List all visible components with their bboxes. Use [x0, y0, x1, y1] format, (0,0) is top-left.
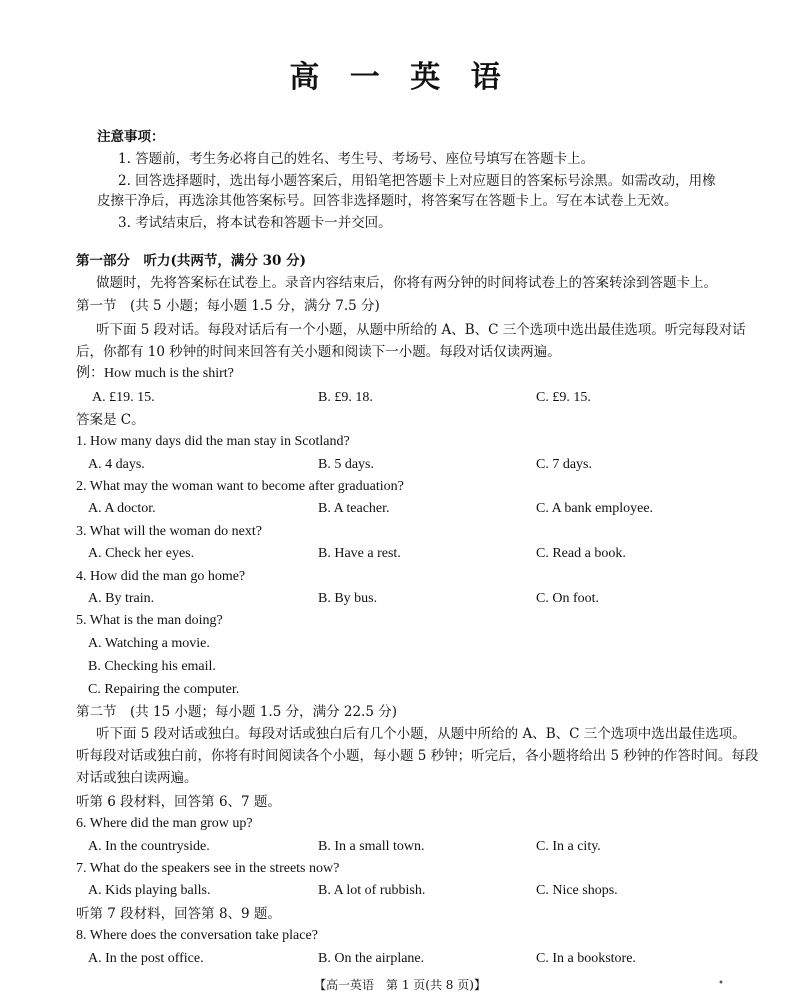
part1-heading: 第一部分 听力(共两节，满分 30 分) [76, 253, 306, 269]
notice-item-1: 1. 答题前，考生务必将自己的姓名、考生号、考场号、座位号填写在答题卡上。 [118, 151, 595, 167]
notice-item-2-line2: 皮擦干净后，再选涂其他答案标号。回答非选择题时，将答案写在答题卡上。写在本试卷上无效。 [97, 193, 678, 209]
example-option-c: C. £9. 15. [536, 390, 591, 405]
q2-option-c: C. A bank employee. [536, 501, 654, 516]
q5-option-b: B. Checking his email. [88, 659, 216, 674]
question-6: 6. Where did the man grow up? [76, 816, 253, 831]
q4-option-b: B. By bus. [318, 591, 378, 606]
example-answer: 答案是 C。 [76, 412, 145, 428]
q4-option-c: C. On foot. [536, 591, 599, 606]
q3-option-c: C. Read a book. [536, 546, 626, 561]
question-1: 1. How many days did the man stay in Scotland? [76, 434, 350, 449]
q7-option-b: B. A lot of rubbish. [318, 883, 426, 898]
q4-option-a: A. By train. [88, 591, 155, 606]
q5-option-a: A. Watching a movie. [88, 636, 210, 651]
material-6-heading: 听第 6 段材料，回答第 6、7 题。 [76, 794, 281, 810]
section1-instructions-line1: 听下面 5 段对话。每段对话后有一个小题，从题中所给的 A、B、C 三个选项中选出最佳选项。听完每段对话 [96, 322, 746, 338]
q7-option-c: C. Nice shops. [536, 883, 618, 898]
q1-option-a: A. 4 days. [88, 457, 145, 472]
q2-option-b: B. A teacher. [318, 501, 390, 516]
q1-option-c: C. 7 days. [536, 457, 592, 472]
question-7: 7. What do the speakers see in the streets now? [76, 861, 340, 876]
section1-heading: 第一节 (共 5 小题；每小题 1.5 分，满分 7.5 分) [76, 298, 380, 314]
q8-option-b: B. On the airplane. [318, 951, 425, 966]
q1-option-b: B. 5 days. [318, 457, 374, 472]
section2-heading: 第二节 (共 15 小题；每小题 1.5 分，满分 22.5 分) [76, 704, 397, 720]
notice-item-2-line1: 2. 回答选择题时，选出每小题答案后，用铅笔把答题卡上对应题目的答案标号涂黑。如需改动，用橡 [118, 173, 716, 189]
page-footer: 【高一英语 第 1 页(共 8 页)】 [314, 978, 486, 992]
section1-instructions-line2: 后，你都有 10 秒钟的时间来回答有关小题和阅读下一小题。每段对话仅读两遍。 [76, 344, 561, 360]
question-4: 4. How did the man go home? [76, 569, 246, 584]
q2-option-a: A. A doctor. [88, 501, 156, 516]
notice-heading: 注意事项： [97, 129, 165, 145]
example-question: 例：How much is the shirt? [76, 366, 234, 381]
question-8: 8. Where does the conversation take place? [76, 928, 318, 943]
q8-option-a: A. In the post office. [88, 951, 204, 966]
page-title: 高 一 英 语 [289, 60, 511, 95]
q6-option-b: B. In a small town. [318, 839, 425, 854]
section2-instructions-line1: 听下面 5 段对话或独白。每段对话或独白后有几个小题，从题中所给的 A、B、C 三个选项中选出最佳选项。 [96, 726, 746, 742]
question-5: 5. What is the man doing? [76, 613, 223, 628]
example-option-a: A. £19. 15. [92, 390, 155, 405]
part1-intro: 做题时，先将答案标在试卷上。录音内容结束后，你将有两分钟的时间将试卷上的答案转涂到答题卡上。 [96, 275, 717, 291]
q6-option-c: C. In a city. [536, 839, 601, 854]
footer-mark: • [718, 978, 724, 989]
question-2: 2. What may the woman want to become after graduation? [76, 479, 404, 494]
q6-option-a: A. In the countryside. [88, 839, 210, 854]
q3-option-b: B. Have a rest. [318, 546, 401, 561]
section2-instructions-line2: 听每段对话或独白前，你将有时间阅读各个小题，每小题 5 秒钟；听完后，各小题将给出 5 秒钟的作答时间。每段 [76, 748, 759, 764]
q5-option-c: C. Repairing the computer. [88, 682, 240, 697]
question-3: 3. What will the woman do next? [76, 524, 262, 539]
section2-instructions-line3: 对话或独白读两遍。 [76, 770, 198, 786]
example-option-b: B. £9. 18. [318, 390, 373, 405]
q7-option-a: A. Kids playing balls. [88, 883, 211, 898]
q8-option-c: C. In a bookstore. [536, 951, 636, 966]
notice-item-3: 3. 考试结束后，将本试卷和答题卡一并交回。 [118, 215, 392, 231]
material-7-heading: 听第 7 段材料，回答第 8、9 题。 [76, 906, 281, 922]
q3-option-a: A. Check her eyes. [88, 546, 195, 561]
